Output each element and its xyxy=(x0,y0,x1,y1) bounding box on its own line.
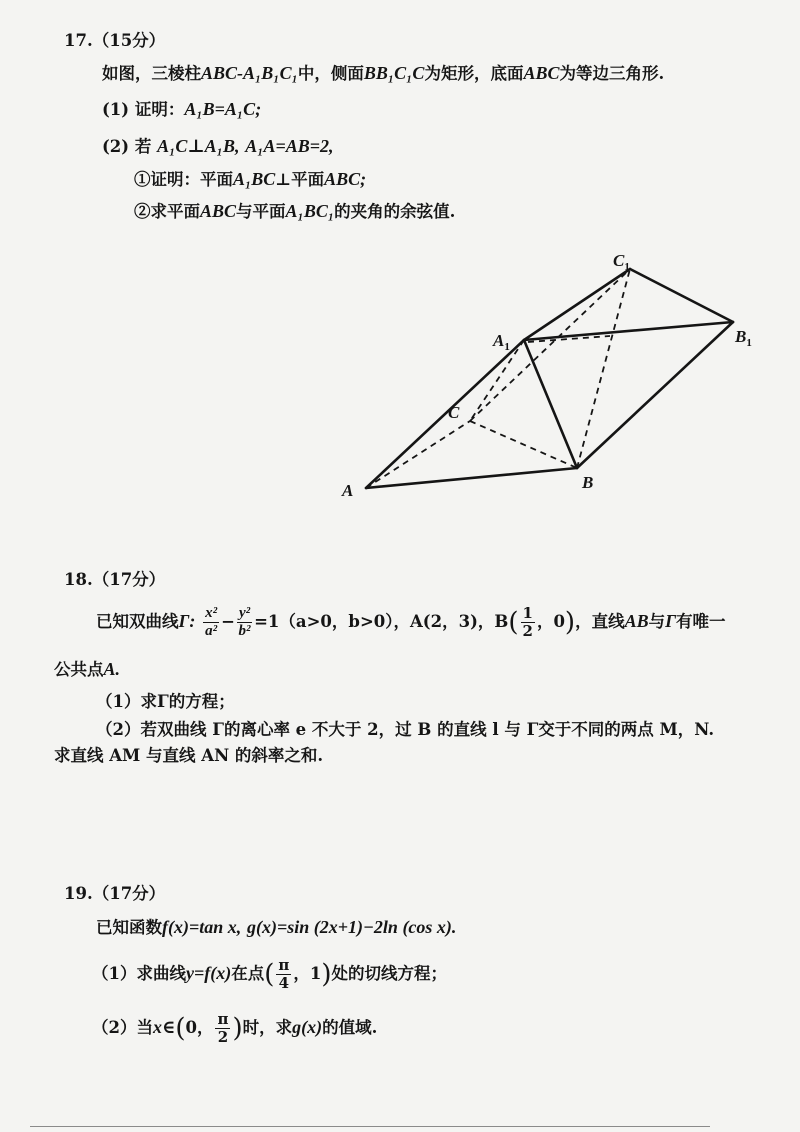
q18-frac-y xyxy=(237,606,252,639)
q18-frac-x-den: a² xyxy=(205,623,218,639)
q18-part2 xyxy=(96,722,714,739)
q18-frac-x-num: x² xyxy=(205,605,218,621)
q17-part2-expr1: A₁C⊥A₁B, xyxy=(157,136,240,156)
q19-g-def: g(x)=sin (2x+1)−2ln (cos x). xyxy=(247,917,457,937)
edge-a-b xyxy=(366,468,577,488)
q17-sub2-plane2: A₁BC₁ xyxy=(285,201,335,221)
q19-frac-pi4 xyxy=(276,958,291,991)
q18-eq-rest: =1（a>0，b>0），A(2，3)，B xyxy=(254,612,509,631)
q19-frac-pi4-num: π xyxy=(278,956,290,974)
q18-intro-text-d: 有唯一 xyxy=(675,612,726,631)
q18-intro-text-e: 公共点 xyxy=(54,660,104,679)
edge-a1-b1 xyxy=(524,322,733,340)
q17-base-name: ABC xyxy=(523,63,560,83)
edge-b-b1 xyxy=(577,322,733,468)
q17-face-name: BB₁C₁C xyxy=(363,63,425,83)
q18-part1-text: （1）求Γ的方程； xyxy=(96,692,235,711)
q19-interval-open: ( xyxy=(175,1013,186,1044)
q17-sub1-plane1: A₁BC xyxy=(233,169,276,189)
q18-frac-half-num: 1 xyxy=(522,604,533,622)
label-b1-letter: B xyxy=(735,327,747,346)
q17-intro-text-c: 为矩形，底面 xyxy=(424,64,524,83)
q18-frac-half-den: 2 xyxy=(522,622,533,640)
q17-sub2-mid: 与平面 xyxy=(236,202,286,221)
footer-rule xyxy=(30,1126,710,1127)
q18-b-rest: ，0 xyxy=(536,612,565,631)
q17-sub2-text: 求平面 xyxy=(150,202,200,221)
q18-point-a: A. xyxy=(103,659,121,679)
label-c: C xyxy=(448,403,460,422)
q17-prism-name: ABC-A₁B₁C₁ xyxy=(201,63,298,83)
q18-frac-y-num: y² xyxy=(238,605,251,621)
q19-frac-pi2-num: π xyxy=(217,1010,229,1028)
q19-frac-pi2 xyxy=(215,1012,230,1045)
q17-header xyxy=(64,33,165,50)
q18-frac-y-den: b² xyxy=(238,623,251,639)
q18-frac-x xyxy=(203,606,219,639)
q18-line-ab: AB xyxy=(624,611,649,631)
q17-intro-text-d: 为等边三角形. xyxy=(559,64,665,83)
q17-intro-text-a: 如图，三棱柱 xyxy=(102,64,201,83)
q17-part1-expr: A₁B=A₁C; xyxy=(184,99,262,119)
q19-paren-close: ) xyxy=(321,959,332,990)
q17-part1 xyxy=(102,100,261,119)
q17-sub1-plane2: ABC; xyxy=(324,169,367,189)
label-b: B xyxy=(582,473,594,492)
q19-intro xyxy=(96,918,456,937)
prism-figure xyxy=(330,248,770,508)
q17-score: （15分） xyxy=(92,31,166,50)
q18-intro: 已知双曲线Γ: $\frac{\text{x²}}{\text{a²}}$ − $\frac{\text{y²}}{\text{b²}}$ =1（a>0，b>0），A(2，3)，B( $\frac{1}{2}$ ，0)，直线AB与Γ有唯一 xyxy=(96,604,726,640)
q19-intro-text: 已知函数 xyxy=(96,918,162,937)
q18-part2-cont xyxy=(54,748,323,765)
q17-sub2-label: ② xyxy=(134,202,151,221)
q18-paren-close: ) xyxy=(564,607,576,638)
label-a: A xyxy=(342,481,354,500)
q18-intro-text-c: 与 xyxy=(648,612,666,631)
q19-part1-text-a: （1）求曲线 xyxy=(92,964,186,983)
edge-a1-c xyxy=(470,340,524,421)
q18-frac-half xyxy=(521,606,535,639)
q17-part2 xyxy=(102,137,334,156)
label-c1 xyxy=(613,251,630,273)
q19-part1-text-b: 在点 xyxy=(231,964,265,983)
q18-intro-text-b: ，直线 xyxy=(575,612,625,631)
q17-number: 17. xyxy=(64,31,93,50)
label-a1-letter: A xyxy=(493,331,505,350)
label-c1-sub: 1 xyxy=(624,261,630,273)
q17-sub2 xyxy=(134,202,455,221)
q19-number: 19. xyxy=(64,884,93,903)
q19-part2-expr: x∈ xyxy=(152,1017,176,1037)
q17-intro xyxy=(102,64,664,83)
q19-frac-pi4-den: 4 xyxy=(278,974,290,992)
label-a1 xyxy=(492,331,510,353)
q18-intro-text-a: 已知双曲线 xyxy=(96,612,179,631)
label-c1-letter: C xyxy=(613,251,625,270)
edge-a-c xyxy=(366,421,470,488)
q17-sub1-perp: ⊥平面 xyxy=(275,170,325,189)
q19-score: （17分） xyxy=(92,884,166,903)
q19-part1-text-d: 处的切线方程； xyxy=(331,964,447,983)
q17-sub2-plane1: ABC xyxy=(200,201,237,221)
q19-part2 xyxy=(92,1012,377,1045)
edge-a-a1 xyxy=(366,340,524,488)
q19-header xyxy=(64,886,165,903)
q18-part1 xyxy=(96,694,235,711)
q19-part2-text-c: 时，求 xyxy=(242,1018,293,1037)
q19-part2-g: g(x) xyxy=(292,1017,323,1037)
q18-curve-name: Γ: xyxy=(178,611,196,631)
q17-part2-expr2: A₁A=AB=2, xyxy=(245,136,334,156)
q17-part1-text: 证明： xyxy=(134,100,185,119)
q19-part1-expr: y=f(x) xyxy=(185,963,232,983)
q17-sub1-text: 证明：平面 xyxy=(150,170,233,189)
q18-part2-text-b: 求直线 AM 与直线 AN 的斜率之和. xyxy=(54,746,324,765)
q19-part2-text-b: 0， xyxy=(185,1018,214,1037)
q18-number: 18. xyxy=(64,570,93,589)
q17-sub1 xyxy=(134,170,366,189)
q17-part2-label: (2) xyxy=(102,137,130,156)
q19-part2-text-a: （2）当 xyxy=(92,1018,153,1037)
q18-gamma: Γ xyxy=(665,611,676,631)
q17-intro-text-b: 中，侧面 xyxy=(297,64,364,83)
q18-score: （17分） xyxy=(92,570,166,589)
q19-paren-open: ( xyxy=(264,959,275,990)
q18-header xyxy=(64,572,165,589)
edge-c1-b1 xyxy=(630,269,733,322)
q19-part1-text-c: ，1 xyxy=(293,964,322,983)
q19-part2-text-d: 的值域. xyxy=(322,1018,378,1037)
q18-intro-cont xyxy=(54,660,120,679)
q17-part2-text: 若 xyxy=(134,137,152,156)
q17-part1-label: (1) xyxy=(102,100,130,119)
q19-f-def: f(x)=tan x, xyxy=(162,917,242,937)
q18-part2-text-a: （2）若双曲线 Γ的离心率 e 不大于 2，过 B 的直线 l 与 Γ交于不同的两点 M，N. xyxy=(96,720,715,739)
q19-interval-close: ) xyxy=(232,1013,243,1044)
label-b1 xyxy=(734,327,752,349)
q19-frac-pi2-den: 2 xyxy=(217,1028,229,1046)
label-a1-sub: 1 xyxy=(504,341,510,353)
q17-sub1-label: ① xyxy=(134,170,151,189)
q19-part1 xyxy=(92,958,447,991)
label-b1-sub: 1 xyxy=(746,337,752,349)
q18-paren-open: ( xyxy=(508,607,519,638)
q17-sub2-end: 的夹角的余弦值. xyxy=(334,202,456,221)
